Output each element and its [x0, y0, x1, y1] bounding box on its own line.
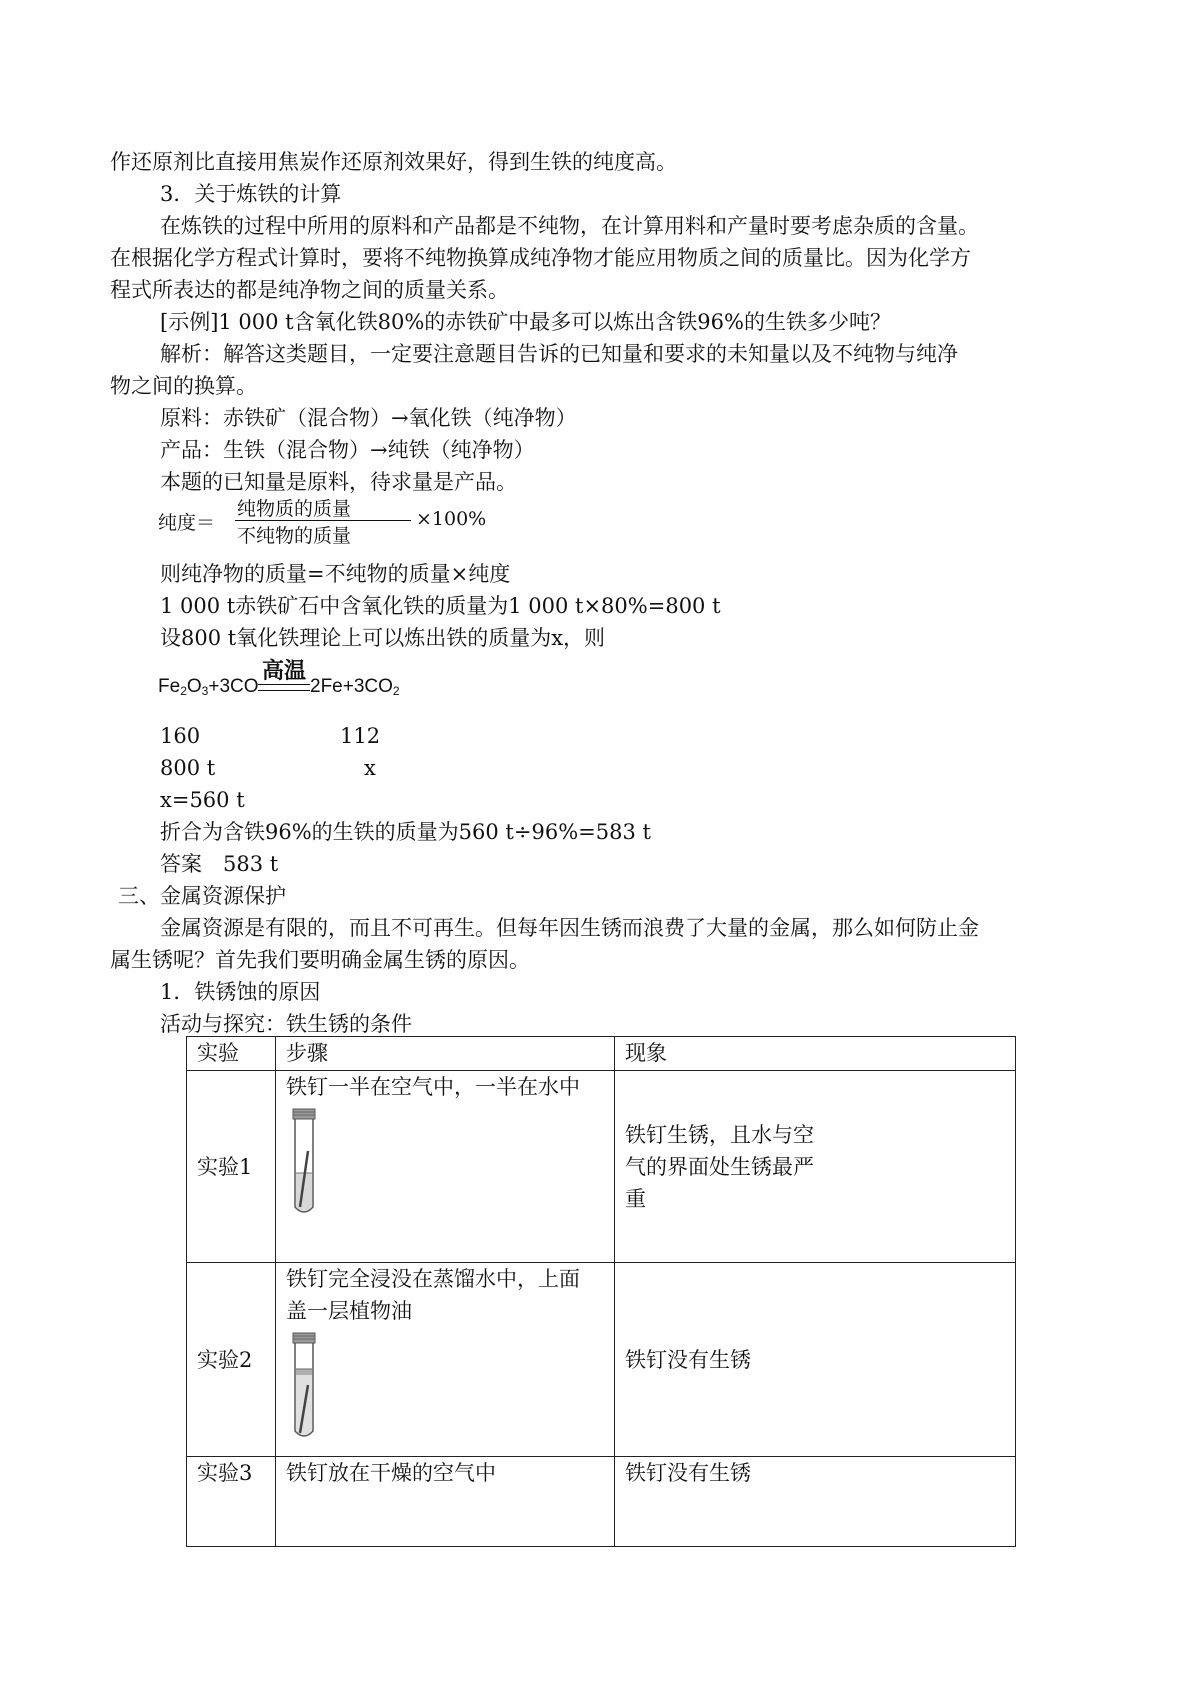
mass-ratio-right: 112 — [340, 724, 381, 748]
text-line: 解析：解答这类题目，一定要注意题目告诉的已知量和要求的未知量以及不纯物与纯净 — [160, 342, 958, 366]
test-tube-half-water-icon — [288, 1107, 322, 1219]
table-row — [187, 1071, 1016, 1263]
formula-numerator: 纯物质的质量 — [237, 498, 352, 520]
text-line: 程式所表达的都是纯净物之间的质量关系。 — [110, 278, 509, 302]
equation-reactants: $Fe_2O_3+3CO$ — [158, 676, 259, 698]
answer-line: 答案 583 t — [160, 852, 279, 876]
test-tube-oil-water-icon — [288, 1331, 322, 1443]
experiment-step: 铁钉放在干燥的空气中 — [276, 1457, 615, 1547]
formula-denominator: 不纯物的质量 — [237, 525, 352, 547]
unknown-mass: x — [364, 756, 376, 780]
subsection-heading: 1．铁锈蚀的原因 — [160, 980, 321, 1004]
known-mass: 800 t — [160, 756, 216, 780]
text-line: 本题的已知量是原料，待求量是产品。 — [160, 470, 517, 494]
equation-products: $2Fe+3CO_2$ — [310, 676, 400, 698]
formula-label: 纯度＝ — [158, 512, 216, 534]
text-line: x=560 t — [160, 788, 245, 812]
header-cell: 实验 — [187, 1037, 276, 1071]
header-cell: 现象 — [615, 1037, 1016, 1071]
text-line: 1 000 t赤铁矿石中含氧化铁的质量为1 000 t×80%=800 t — [160, 594, 721, 618]
text-line: 产品：生铁（混合物）→纯铁（纯净物） — [160, 438, 535, 462]
text-line: 作还原剂比直接用焦炭作还原剂效果好，得到生铁的纯度高。 — [110, 150, 677, 174]
purity-formula — [158, 494, 487, 550]
section-heading: 3．关于炼铁的计算 — [160, 182, 342, 206]
text-line: 则纯净物的质量=不纯物的质量×纯度 — [160, 562, 511, 586]
experiment-step: 铁钉一半在空气中，一半在水中 — [276, 1071, 615, 1263]
formula-multiplier: ×100% — [416, 508, 487, 530]
header-cell: 步骤 — [276, 1037, 615, 1071]
activity-title: 活动与探究：铁生锈的条件 — [160, 1012, 412, 1036]
section-heading: 三、金属资源保护 — [118, 884, 286, 908]
text-line: 设800 t氧化铁理论上可以炼出铁的质量为x，则 — [160, 626, 606, 650]
text-line: 物之间的换算。 — [110, 374, 257, 398]
experiment-result: 铁钉没有生锈 — [615, 1263, 1016, 1457]
experiment-name: 实验3 — [187, 1457, 276, 1547]
text-line: 在炼铁的过程中所用的原料和产品都是不纯物，在计算用料和产量时要考虑杂质的含量。 — [160, 214, 979, 238]
reaction-condition: 高温 — [262, 658, 307, 683]
experiment-table — [186, 1036, 1016, 1547]
experiment-result: 铁钉生锈，且水与空气的界面处生锈最严重 — [615, 1071, 1016, 1263]
example-question: [示例]1 000 t含氧化铁80%的赤铁矿中最多可以炼出含铁96%的生铁多少吨？ — [160, 310, 891, 334]
text-line: 在根据化学方程式计算时，要将不纯物换算成纯净物才能应用物质之间的质量比。因为化学方 — [110, 246, 971, 270]
table-row — [187, 1263, 1016, 1457]
experiment-name: 实验1 — [187, 1071, 276, 1263]
experiment-result: 铁钉没有生锈 — [615, 1457, 1016, 1547]
mass-ratio-left: 160 — [160, 724, 201, 748]
table-row — [187, 1457, 1016, 1547]
table-header-row — [187, 1037, 1016, 1071]
equation-double-line — [258, 684, 310, 691]
text-line: 原料：赤铁矿（混合物）→氧化铁（纯净物） — [160, 406, 577, 430]
text-line: 折合为含铁96%的生铁的质量为560 t÷96%=583 t — [160, 820, 651, 844]
text-line: 属生锈呢？首先我们要明确金属生锈的原因。 — [110, 948, 530, 972]
experiment-step: 铁钉完全浸没在蒸馏水中，上面盖一层植物油 — [276, 1263, 615, 1457]
text-line: 金属资源是有限的，而且不可再生。但每年因生锈而浪费了大量的金属，那么如何防止金 — [160, 916, 979, 940]
experiment-name: 实验2 — [187, 1263, 276, 1457]
chemical-equation — [158, 654, 518, 704]
